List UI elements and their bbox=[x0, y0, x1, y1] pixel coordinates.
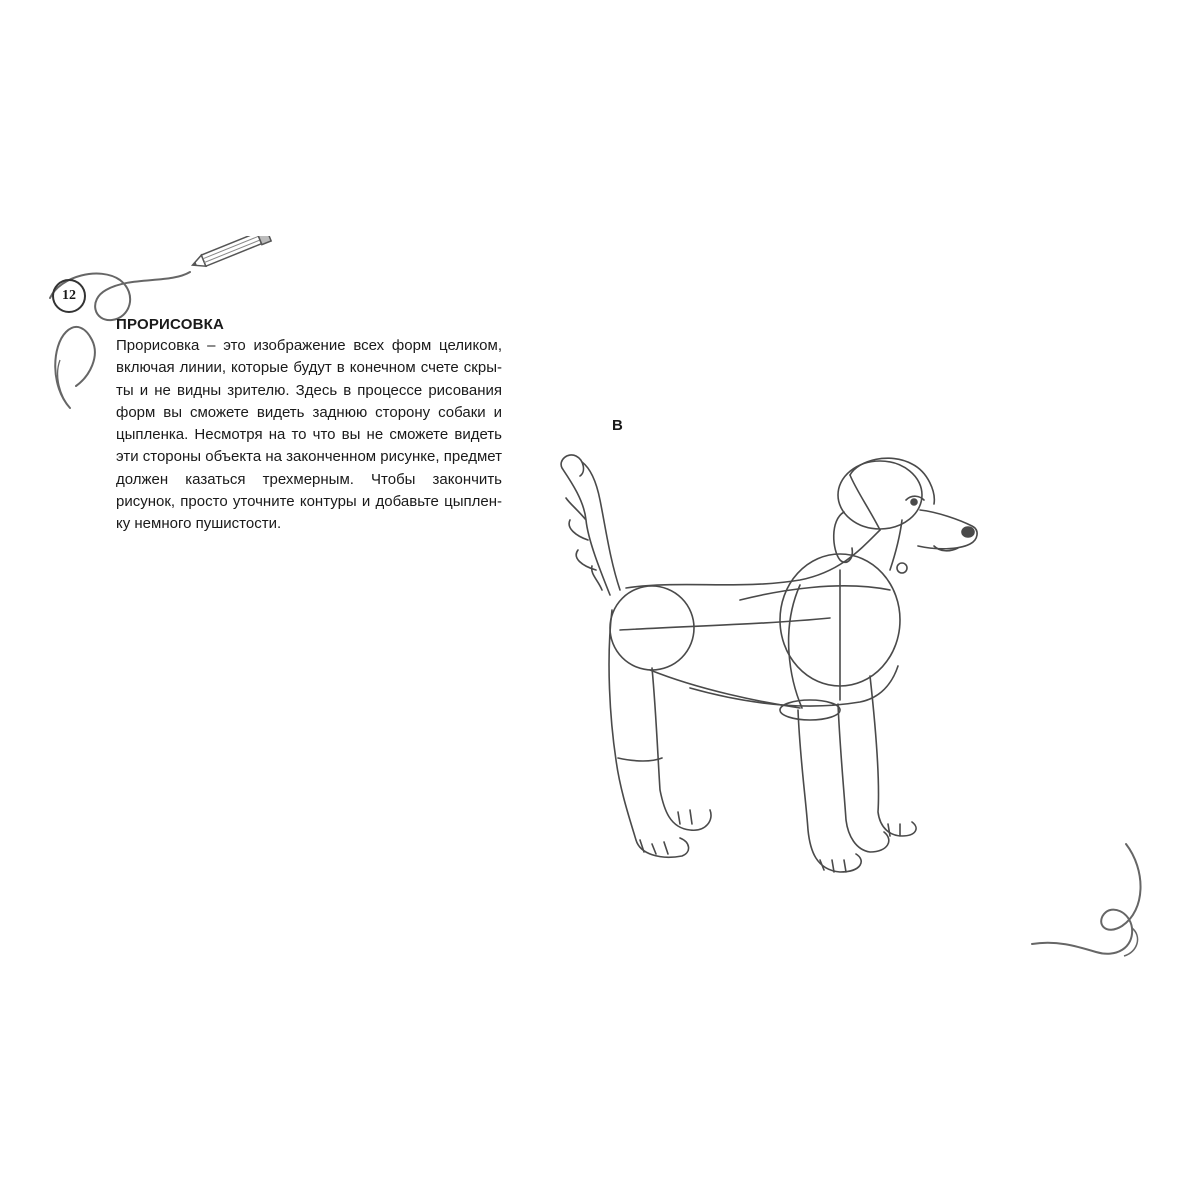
section-heading: ПРОРИСОВКА bbox=[116, 316, 224, 333]
pencil-icon bbox=[190, 236, 271, 272]
figure-label: В bbox=[612, 417, 623, 434]
bottom-swirl-ornament bbox=[1026, 840, 1176, 980]
page-number: 12 bbox=[52, 279, 86, 313]
dog-sketch-illustration bbox=[540, 440, 1000, 890]
text-block bbox=[116, 316, 502, 536]
section-body: Прорисовка – это изображение всех форм целиком, включая линии, которые будут в конечном счете скрыты и не видны зрителю. Здесь в процессе рисования форм вы сможете видеть заднюю сторону собаки и цыпленка. Несмотря на то что вы не сможете видеть эти стороны объекта на законченном рисунке, предмет должен казаться трехмерным. Чтобы закончить рисунок, просто уточните контуры и добавьте цыпленку немного пушистости. bbox=[116, 337, 502, 533]
